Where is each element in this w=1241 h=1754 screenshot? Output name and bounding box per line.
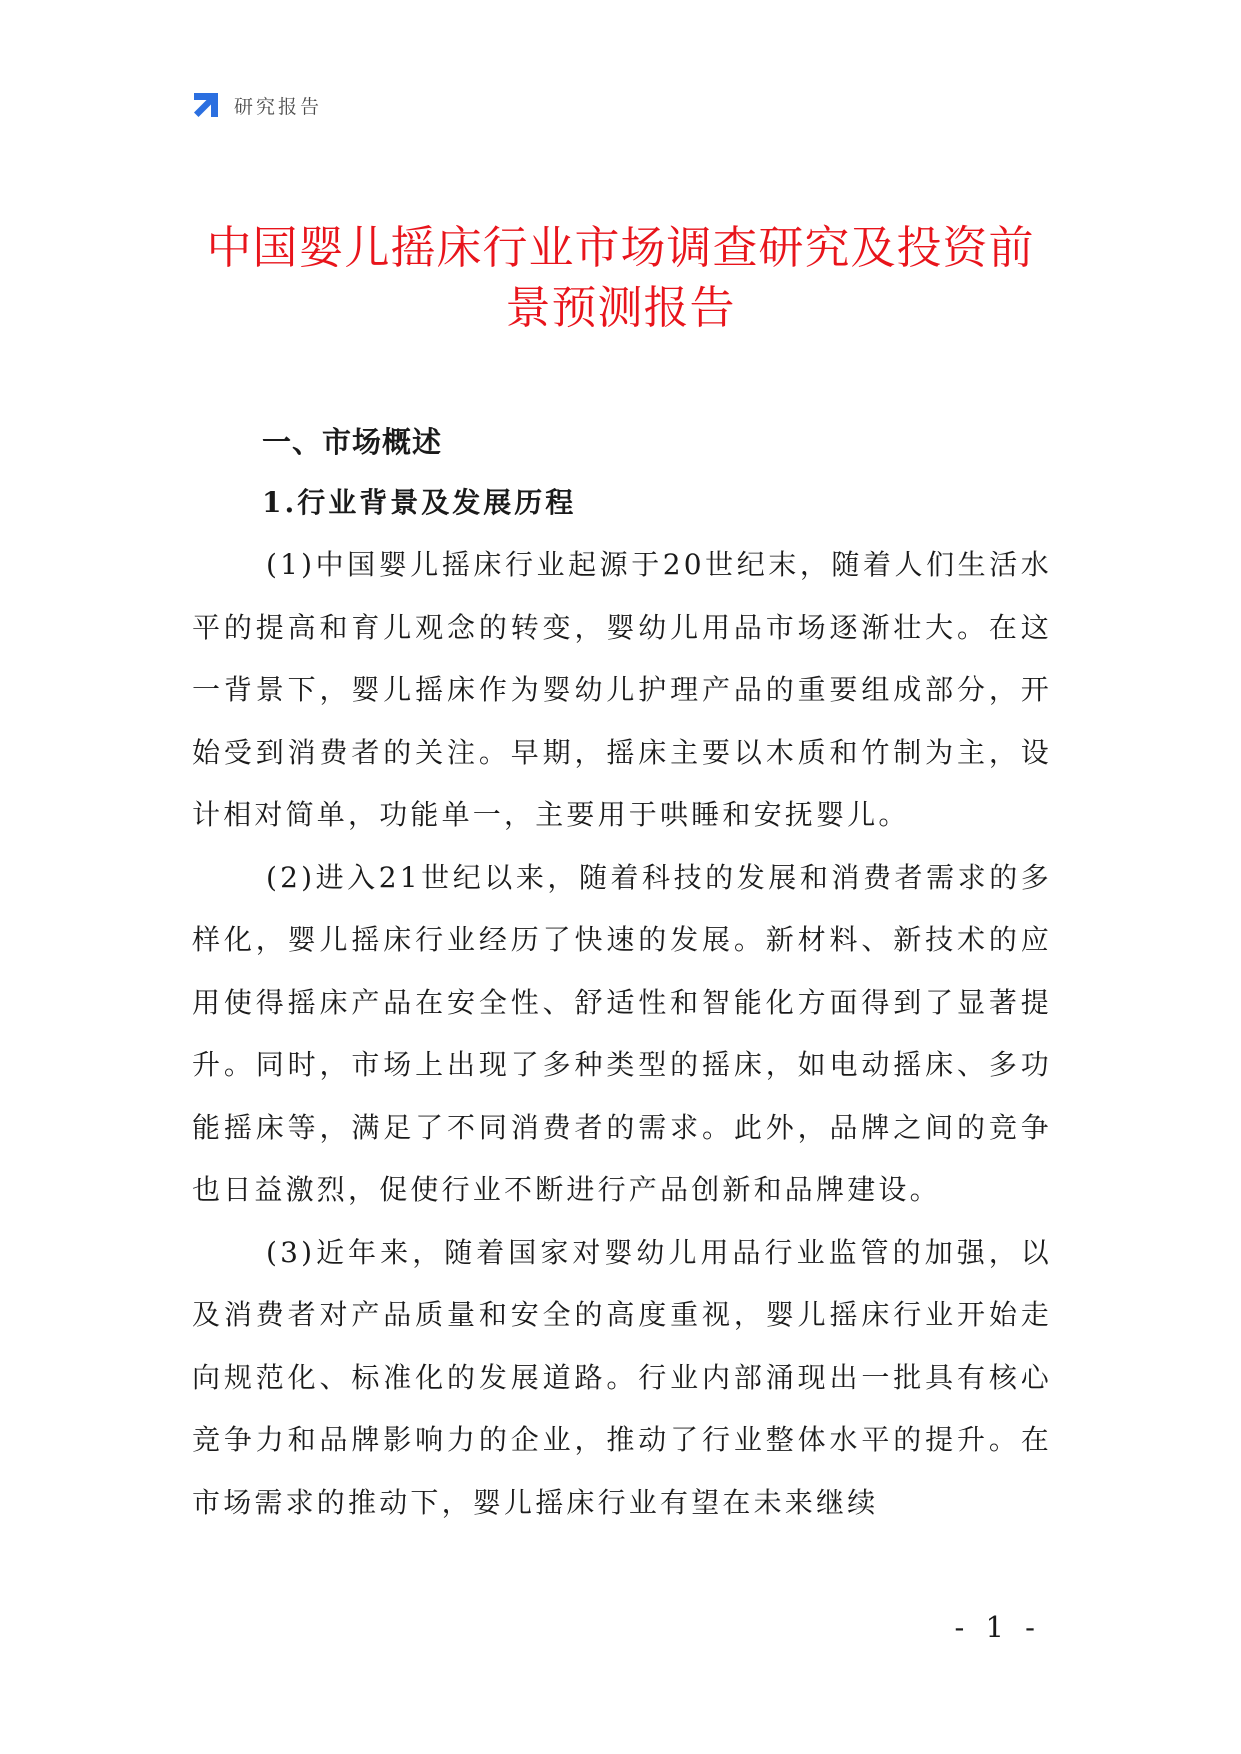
report-header (190, 88, 322, 122)
paragraph-2: (2)进入21世纪以来，随着科技的发展和消费者需求的多样化，婴儿摇床行业经历了快速的发展。新材料、新技术的应用使得摇床产品在安全性、舒适性和智能化方面得到了显著提升。同时，市场上出现了多种类型的摇床，如电动摇床、多功能摇床等，满足了不同消费者的需求。此外，品牌之间的竞争也日益激烈，促使行业不断进行产品创新和品牌建设。 (192, 860, 1052, 1206)
title-line-1: 中国婴儿摇床行业市场调查研究及投资前 (206, 221, 1035, 274)
page-number: - 1 - (954, 1610, 1041, 1644)
section-heading: 一、市场概述 (262, 425, 443, 459)
header-label: 研究报告 (234, 95, 323, 118)
document-body (192, 412, 1052, 1534)
arrow-up-right-icon (190, 89, 222, 121)
title-line-2: 景预测报告 (505, 281, 736, 334)
sub-heading: 1.行业背景及发展历程 (262, 486, 577, 519)
paragraph-1: (1)中国婴儿摇床行业起源于20世纪末，随着人们生活水平的提高和育儿观念的转变，婴幼儿用品市场逐渐壮大。在这一背景下，婴儿摇床作为婴幼儿护理产品的重要组成部分，开始受到消费者的关注。早期，摇床主要以木质和竹制为主，设计相对简单，功能单一，主要用于哄睡和安抚婴儿。 (192, 548, 1052, 831)
paragraph-3: (3)近年来，随着国家对婴幼儿用品行业监管的加强，以及消费者对产品质量和安全的高度重视，婴儿摇床行业开始走向规范化、标准化的发展道路。行业内部涌现出一批具有核心竞争力和品牌影响力的企业，推动了行业整体水平的提升。在市场需求的推动下，婴儿摇床行业有望在未来继续 (192, 1235, 1052, 1519)
document-title (160, 218, 1081, 338)
